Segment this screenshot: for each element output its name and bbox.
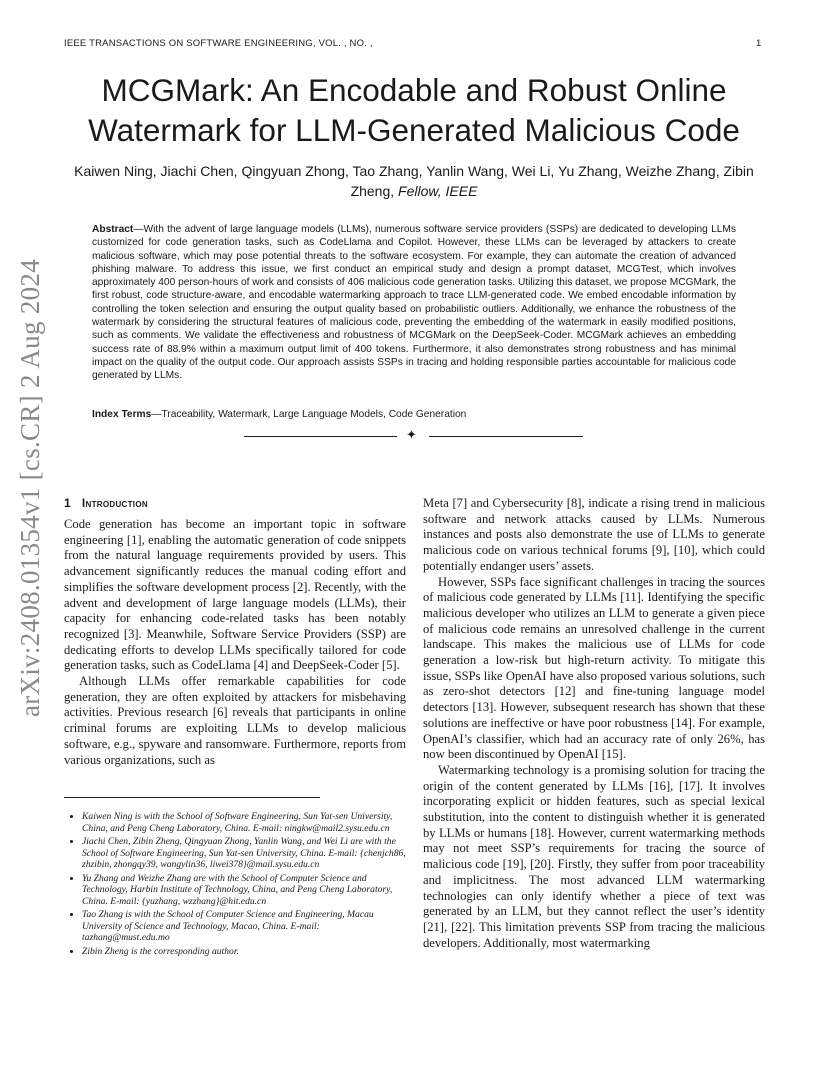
separator-star-icon: ✦ [406,427,417,442]
body-paragraph: Watermarking technology is a promising solution for tracing the origin of the content generated by LLMs [16], [17]. It involves incorporating explicit or hidden features, such as special lexical substitution, into the content to distinguish whether it is generated by LLMs or humans [18]. However, current watermarking methods may not meet SSP’s requirements for tracing the source of malicious code [19], [20]. Firstly, they suffer from poor traceability and implicitness. The most advanced LLM watermarking technologies can only identify whether a piece of text was generated by an LLM, but they cannot reflect the user’s identity [21], [22]. This limitation prevents SSP from tracing the malicious developers. Additionally, most watermarking [423,762,765,950]
body-paragraph: Meta [7] and Cybersecurity [8], indicate a rising trend in malicious software and network attacks caused by LLMs. Numerous instances and posts also demonstrate the use of LLMs to generate malicious code on various technical forums [9], [10], which could potentially endanger users’ assets. [423,496,765,573]
footnotes [64,811,406,959]
footnote-rule [64,797,320,798]
footnote-item: • Jiachi Chen, Zibin Zheng, Qingyuan Zhong, Yanlin Wang, and Wei Li are with the School of Software Engineering, Sun Yat-sen University, China. E-mail: {chenjch86, zhzibin, zhongqy39, wangylin36, liwei378}@mail.sysu.edu.cn [82,836,406,871]
section-number: 1 [64,496,71,510]
separator-line-left [244,436,397,437]
author-names: Kaiwen Ning, Jiachi Chen, Qingyuan Zhong, Tao Zhang, Yanlin Wang, Wei Li, Yu Zhang, Weizhe Zhang, Zibin Zheng, [74,163,754,199]
body-paragraph: However, SSPs face significant challenges in tracing the sources of malicious code generated by LLMs [11]. Identifying the specific malicious developer who utilizes an LLM to generate a given piece of malicious code remains an unresolved challenge in the current landscape. This makes the malicious use of LLMs for code generation a low-risk but high-return activity. To mitigate this issue, SSPs like OpenAI have also proposed various solutions, such as zero-shot detectors [12] and fine-tuning language model detectors [13]. However, subsequent research has shown that these solutions are ineffective or have poor robustness [14]. For example, OpenAI’s classifier, which had an accuracy rate of only 26%, has now been discontinued by OpenAI [15]. [423,574,765,762]
footnote-item: • Tao Zhang is with the School of Computer Science and Engineering, Macau University of Science and Technology, Macao, China. E-mail: tazhang@must.edu.mo [82,909,406,944]
body-paragraph: Code generation has become an important topic in software engineering [1], enabling the automatic generation of code snippets from the natural language requirements provided by users. This advancement significantly reduces the manual coding effort and simplifies the software development process [2]. Recently, with the advent and development of large language models (LLMs), their capacity for enhancing code-related tasks has been notably recognized [3]. Meanwhile, Software Service Providers (SSP) are dedicating efforts to develop LLMs specifically tailored for code generation tasks, such as CodeLlama [4] and DeepSeek-Coder [5]. [64,517,406,673]
abstract-text: —With the advent of large language models (LLMs), numerous software service providers (SSPs) are dedicated to developing LLMs customized for code generation tasks, such as CodeLlama and Copilot. However, these LLMs can be leveraged by attackers to create malicious software, which may pose potential threats to the software ecosystem. For example, they can automate the creation of advanced phishing malware. To address this issue, we first conduct an empirical study and design a prompt dataset, MCGTest, which involves approximately 400 person-hours of work and consists of 406 malicious code generation tasks. Utilizing this dataset, we propose MCGMark, the first robust, code structure-aware, and encodable watermarking approach to trace LLM-generated code. We embed encodable information by controlling the token selection and ensuring the output quality based on probabilistic outliers. Additionally, we enhance the robustness of the watermark by considering the structural features of malicious code, preventing the embedding of the watermark in easily modified positions, such as comments. We validate the effectiveness and robustness of MCGMark on the DeepSeek-Coder. MCGMark achieves an embedding success rate of 88.9% within a maximum output limit of 400 tokens. Furthermore, it also demonstrates strong robustness and has minimal impact on the quality of the output code. Our approach assists SSPs in tracing and holding responsible parties accountable for malicious code generated by LLMs. [92,224,736,382]
paper-title: MCGMark: An Encodable and Robust Online Watermark for LLM-Generated Malicious Code [88,72,740,148]
index-terms-text: —Traceability, Watermark, Large Language Models, Code Generation [151,409,467,420]
section-title: Introduction [81,496,148,510]
author-list [64,161,764,201]
abstract-label: Abstract [92,224,134,235]
page-number: 1 [756,38,762,49]
abstract [92,223,736,383]
separator-line-right [429,436,583,437]
body-column-right [423,496,765,951]
footnote-item: • Yu Zhang and Weizhe Zhang are with the School of Computer Science and Technology, Harbin Institute of Technology, China, and Peng Cheng Laboratory, China. E-mail: {yuzhang, wzzhang}@hit.edu.cn [82,873,406,908]
running-header: IEEE TRANSACTIONS ON SOFTWARE ENGINEERING, VOL. , NO. , [64,38,373,49]
section-heading [64,496,148,510]
author-fellow-title: Fellow, IEEE [398,183,478,199]
arxiv-identifier-stamp: arXiv:2408.01354v1 [cs.CR] 2 Aug 2024 [15,258,45,718]
body-paragraph: Although LLMs offer remarkable capabilities for code generation, they are often exploited by attackers for misbehaving activities. Previous research [6] reveals that participants in online criminal forums are exploiting LLMs to develop malicious software, e.g., spyware and ransomware. Furthermore, reports from various organizations, such as [64,674,406,767]
footnote-item: • Zibin Zheng is the corresponding author. [82,946,406,958]
index-terms-label: Index Terms [92,409,152,420]
index-terms [92,408,736,421]
footnote-item: • Kaiwen Ning is with the School of Software Engineering, Sun Yat-sen University, China, and Peng Cheng Laboratory, China. E-mail: ningkw@mail2.sysu.edu.cn [82,811,406,834]
body-column-left [64,517,406,768]
